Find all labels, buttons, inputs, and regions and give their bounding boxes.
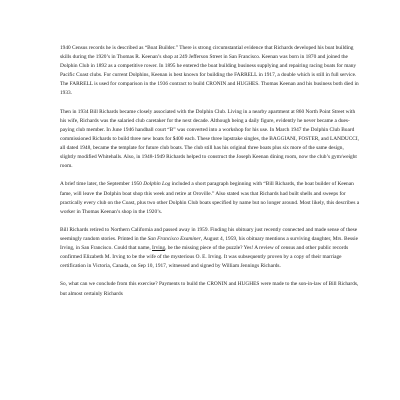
paragraph-2-text: Then in 1934 Bill Richards became closely associated with the Dolphin Club. Living in a nearby apartment at 860 North Point Street with his wife, Richards was the salaried club caretaker for the next decade. Although being a daily figure, evidently he never became a dues-paying club member. In June 1946 handball court “B” was converted into a workshop for his use. In March 1947 the Dolphin Club Board commissioned Richards to build three new boats for $400 each. These three lapstrake singles, the BAGGIANI, FOSTER, and LANDUCCI, all dated 1948, became the template for future club boats. The club still has his original three boats plus six more of the same design, slightly modified Whitehalls. Also, in 1948-1949 Richards helped to construct the Joseph Keenan dining room, now the club’s gym/weight room. [60, 108, 359, 170]
paragraph-3-text-b: included a short paragraph beginning with “Bill Richards, the boat builder of Keenan fame, will leave the Dolphin boat shop this week and retire at Oroville.” Also stated was that Richards had built shells and sweeps for practically every club on the Coast, plus two other Dolphin Club boats specified by name but no longer around. Most likely, this describes a worker in Thomas Keenan’s shop in the 1920’s. [60, 181, 360, 215]
paragraph-4 [60, 226, 360, 271]
paragraph-4-text-a: Bill Richards retired to Northern California and passed away in 1959. Finding his obituary just recently connected and made sense of these seemingly random stories. Printed in the [60, 226, 358, 242]
examiner-title: San Francisco Examiner [147, 235, 201, 242]
paragraph-4-text-c: , be the missing piece of the puzzle? Yes! A review of census and other public records confirmed Elizabeth M. Irving to be the wife of the mysterious O. E. Irving. It was subsequently proven by a copy of their marriage certification in Victoria, Canada, on Sep 10, 1917, witnessed and signed by William Jennings Richards. [60, 245, 349, 270]
paragraph-5 [60, 280, 360, 298]
paragraph-4-text-b: , August 4, 1959, his obituary mentions a surviving daughter, Mrs. Bessie Irving, in San Francisco. Could that name, [60, 235, 358, 252]
paragraph-3-text-a: A brief time later, the September 1950 [60, 181, 144, 188]
dolphin-log-title: Dolphin Log [143, 181, 171, 188]
paragraph-3 [60, 180, 360, 216]
paragraph-5-text: So, what can we conclude from this exercise? Payments to build the CRONIN and HUGHES were made to the son-in-law of Bill Richards, but almost certainly Richards [60, 281, 359, 297]
document-page [60, 44, 360, 308]
paragraph-1 [60, 44, 360, 99]
irving-underlined: Irving [152, 245, 166, 252]
paragraph-2 [60, 108, 360, 172]
paragraph-1-text: 1940 Census records he is described as “Boat Builder.” There is strong circumstantial evidence that Richards developed his boat building skills during the 1920’s in Thomas R. Keenan’s shop at 249 Jefferson Street in San Francisco. Keenan was born in 1870 and joined the Dolphin Club in 1892 as a competitive rower. In 1895 he entered the boat building business supplying and repairing racing boats for many Pacific Coast clubs. For current Dolphins, Keenan is best known for building the FARRELL in 1917, a double which is still in full service. The FARRELL is used for comparison in the 1936 contract to build CRONIN and HUGHES. Thomas Keenan and his business both died in 1933. [60, 45, 359, 97]
